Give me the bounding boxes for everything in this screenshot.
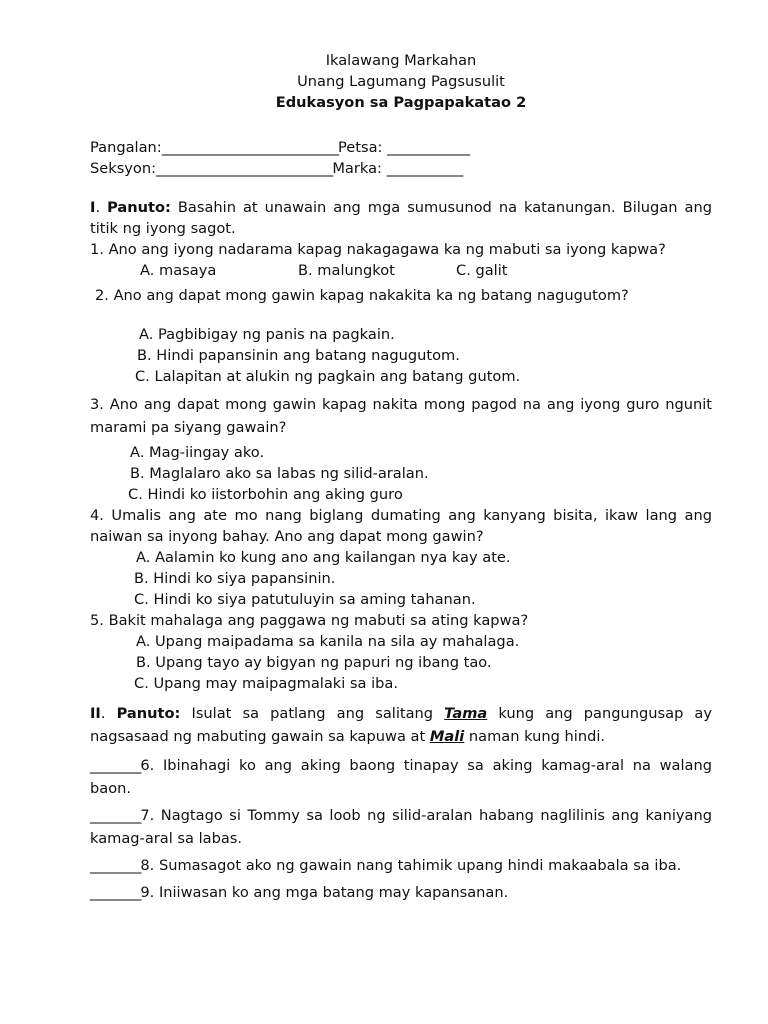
option-c[interactable]: C. Hindi ko siya patutuluyin sa aming tahanan. xyxy=(134,591,476,608)
part2-text-b: kung ang pangungusap ay nagsasaad ng mabuting gawain sa kapuwa at xyxy=(90,705,713,745)
option-a[interactable]: A. Mag-iingay ako. xyxy=(130,444,265,461)
answer-blank[interactable]: ________ xyxy=(90,857,141,874)
test-title: Unang Lagumang Pagsusulit xyxy=(297,73,505,90)
question-3 xyxy=(90,393,712,439)
question-2 xyxy=(90,285,712,306)
date-field[interactable]: _____________ xyxy=(387,139,469,156)
question-3-options xyxy=(90,442,712,505)
option-a[interactable]: A. Aalamin ko kung ano ang kailangan nya kay ate. xyxy=(136,549,511,566)
option-b[interactable]: B. Hindi papansinin ang batang nagugutom. xyxy=(137,347,460,364)
section-label: Seksyon: xyxy=(90,160,157,177)
item-8 xyxy=(90,854,712,877)
item-text: 6. Ibinahagi ko ang aking baong tinapay sa aking kamag-aral na walang baon. xyxy=(90,757,712,797)
question-4 xyxy=(90,505,712,547)
item-text: 7. Nagtago si Tommy sa loob ng silid-aralan habang naglilinis ang kaniyang kamag-aral sa labas. xyxy=(90,807,712,847)
part2-instructions: II. Panuto: Isulat sa patlang ang salitang Tama kung ang pangungusap ay nagsasaad ng mabuting gawain sa kapuwa at Mali naman kung hindi. xyxy=(90,705,713,745)
answer-blank[interactable]: ________ xyxy=(90,807,141,824)
question-1-options xyxy=(90,260,712,281)
option-a[interactable]: A. masaya xyxy=(140,262,217,279)
answer-blank[interactable]: ________ xyxy=(90,884,141,901)
question-1 xyxy=(90,239,712,281)
item-text: 9. Iniiwasan ko ang mga batang may kapansanan. xyxy=(140,884,509,901)
part1-text: Basahin at unawain ang mga sumusunod na katanungan. Bilugan ang titik ng iyong sagot. xyxy=(90,199,712,237)
part2-label: Panuto: xyxy=(116,705,181,722)
name-field[interactable]: ____________________________ xyxy=(161,139,339,156)
option-a[interactable]: A. Upang maipadama sa kanila na sila ay mahalaga. xyxy=(136,633,520,650)
tama-word: Tama xyxy=(444,705,488,722)
question-text: 3. Ano ang dapat mong gawin kapag nakita mong pagod na ang iyong guro ngunit marami pa siyang gawain? xyxy=(90,396,712,436)
score-label: Marka: xyxy=(332,160,387,177)
part2-roman: II xyxy=(90,705,101,722)
option-b[interactable]: B. Maglalaro ako sa labas ng silid-aralan. xyxy=(130,465,429,482)
score-field[interactable]: ____________ xyxy=(386,160,463,177)
part1-label: Panuto: xyxy=(107,199,171,216)
part2-text-a: Isulat sa patlang ang salitang xyxy=(191,705,445,722)
answer-blank[interactable]: ________ xyxy=(90,757,141,774)
section-score-row xyxy=(90,158,712,179)
question-2-options xyxy=(90,324,712,387)
option-c[interactable]: C. Upang may maipagmalaki sa iba. xyxy=(134,675,399,692)
question-5 xyxy=(90,610,712,631)
question-4-options xyxy=(90,547,712,610)
option-c[interactable]: C. galit xyxy=(456,262,508,279)
option-c[interactable]: C. Lalapitan at alukin ng pagkain ang batang gutom. xyxy=(135,368,521,385)
section-field[interactable]: ____________________________ xyxy=(156,160,333,177)
question-text: 2. Ano ang dapat mong gawin kapag nakakita ka ng batang nagugutom? xyxy=(95,287,629,304)
part2-text-c: naman kung hindi. xyxy=(464,728,606,745)
subject-title: Edukasyon sa Pagpapakatao 2 xyxy=(275,94,527,111)
question-text: 5. Bakit mahalaga ang paggawa ng mabuti sa ating kapwa? xyxy=(90,612,529,629)
student-info xyxy=(90,137,712,179)
question-5-options xyxy=(90,631,712,694)
name-label: Pangalan: xyxy=(90,139,162,156)
part1-roman: I xyxy=(90,199,96,216)
part1-instructions: I. Panuto: Basahin at unawain ang mga sumusunod na katanungan. Bilugan ang titik ng iyong sagot. xyxy=(90,199,712,237)
name-date-row xyxy=(90,137,712,158)
quarter-title: Ikalawang Markahan xyxy=(325,52,477,69)
date-label: Petsa: xyxy=(338,139,388,156)
option-c[interactable]: C. Hindi ko iistorbohin ang aking guro xyxy=(128,486,403,503)
item-6 xyxy=(90,754,712,800)
mali-word: Mali xyxy=(429,728,465,745)
option-b[interactable]: B. Upang tayo ay bigyan ng papuri ng ibang tao. xyxy=(136,654,492,671)
question-text: 1. Ano ang iyong nadarama kapag nakagagawa ka ng mabuti sa iyong kapwa? xyxy=(90,241,666,258)
item-text: 8. Sumasagot ako ng gawain nang tahimik upang hindi makaabala sa iba. xyxy=(140,857,682,874)
option-a[interactable]: A. Pagbibigay ng panis na pagkain. xyxy=(139,326,395,343)
document-header xyxy=(90,50,712,113)
question-text: 4. Umalis ang ate mo nang biglang dumating ang kanyang bisita, ikaw lang ang naiwan sa inyong bahay. Ano ang dapat mong gawin? xyxy=(90,507,712,545)
item-7 xyxy=(90,804,712,850)
option-b[interactable]: B. malungkot xyxy=(298,262,395,279)
item-9 xyxy=(90,881,712,904)
option-b[interactable]: B. Hindi ko siya papansinin. xyxy=(134,570,336,587)
